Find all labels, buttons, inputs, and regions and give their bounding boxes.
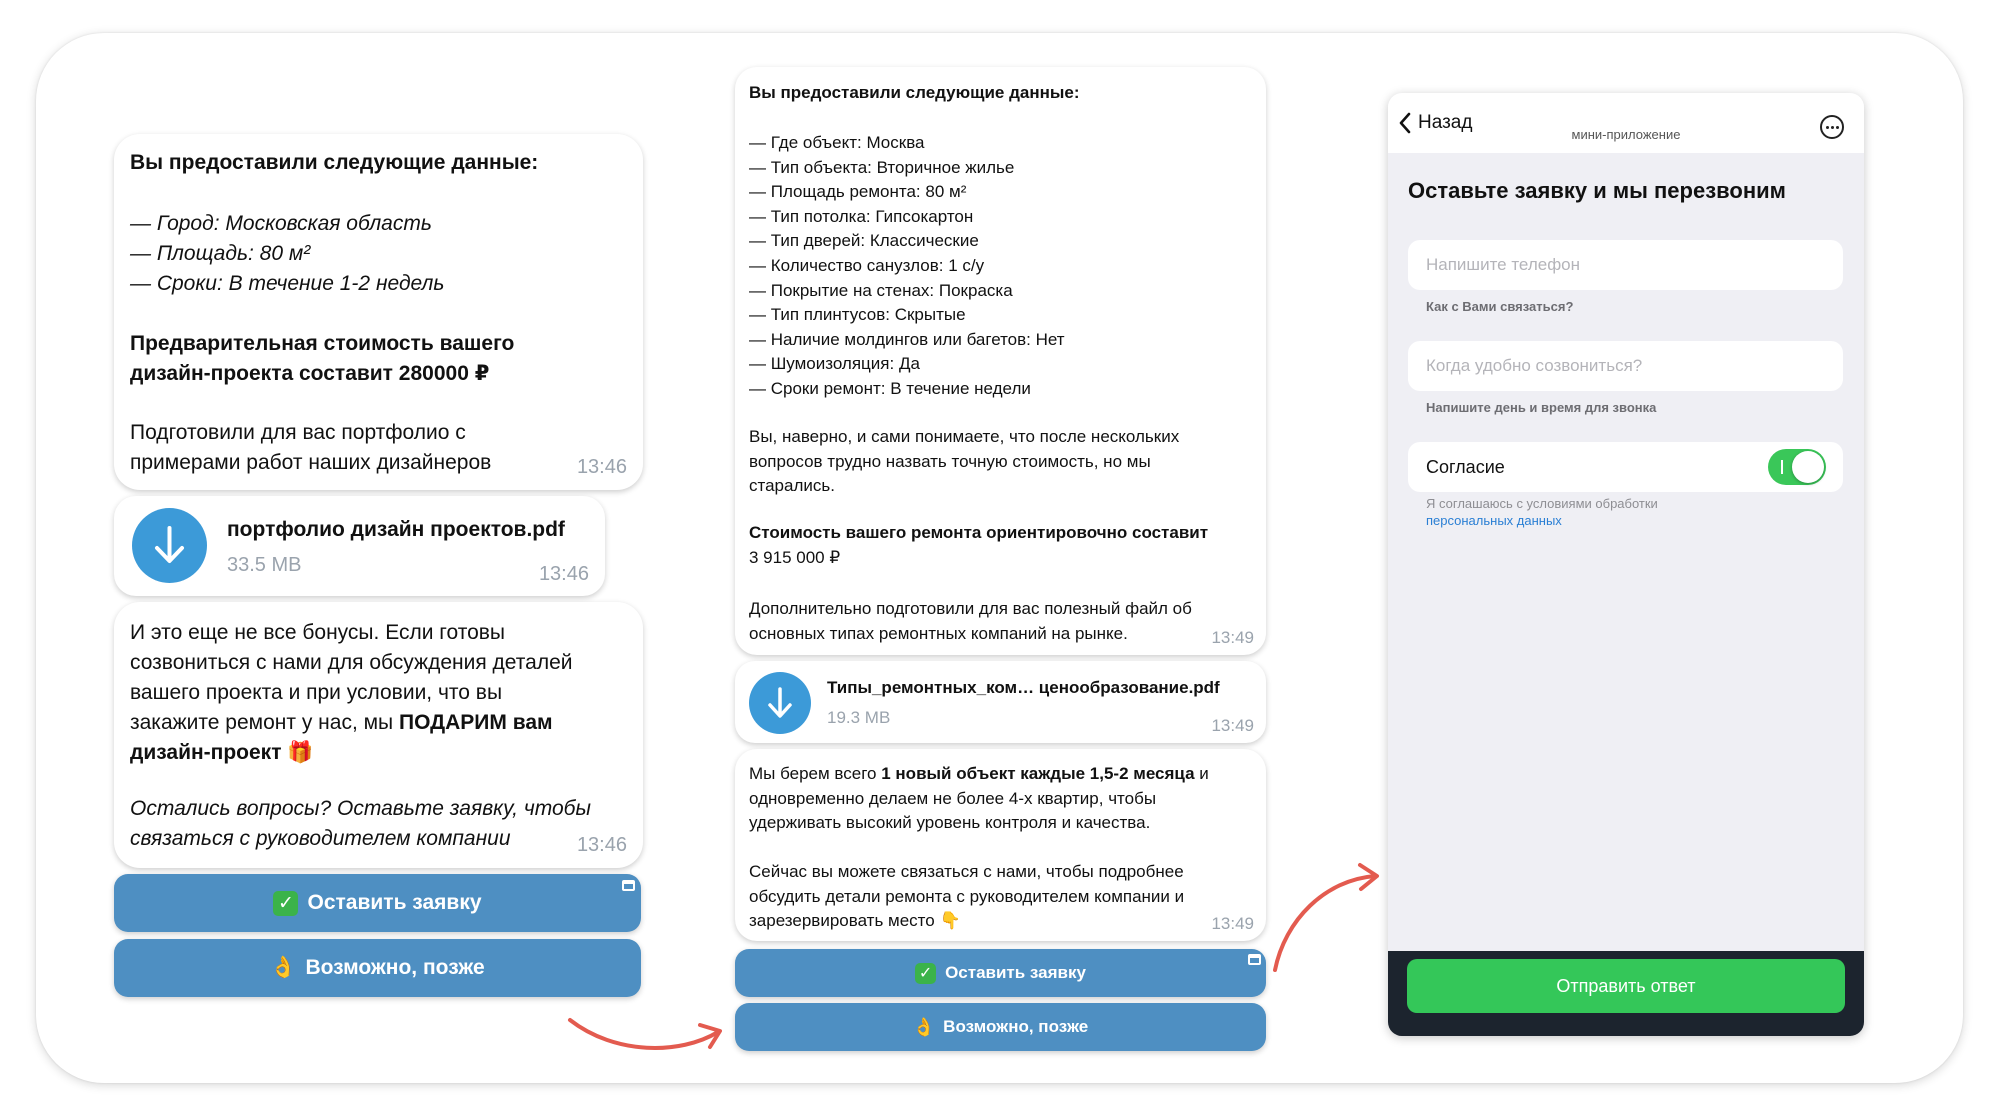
offer-text-bold: 1 новый объект каждые 1,5-2 месяца [881, 764, 1195, 783]
phone-input[interactable]: Напишите телефон [1408, 240, 1843, 290]
message-cost: Стоимость вашего ремонта ориентировочно составит [749, 523, 1209, 542]
download-icon[interactable] [132, 508, 207, 583]
maybe-later-button[interactable] [735, 1003, 1266, 1051]
message-paragraph: Вы, наверно, и сами понимаете, что после нескольких вопросов трудно назвать точную стоимость, но мы старались. [749, 427, 1180, 496]
message-question: Остались вопросы? Оставьте заявку, чтобы связаться с руководителем компании [130, 797, 591, 850]
more-menu-icon[interactable] [1820, 115, 1844, 139]
file-time: 13:46 [538, 563, 589, 585]
file-message-companies[interactable] [735, 661, 1266, 743]
call-time-input[interactable]: Когда удобно созвониться? [1408, 341, 1843, 391]
maybe-later-label: Возможно, позже [305, 956, 485, 979]
submit-button[interactable]: Отправить ответ [1407, 959, 1845, 1013]
offer-text-plain: Мы берем всего [749, 764, 882, 783]
message-time: 13:49 [1211, 628, 1254, 647]
back-label: Назад [1418, 112, 1473, 133]
message-bubble-bonus [114, 602, 643, 868]
offer-text-end: и одновременно делаем не более 4-х квартир, чтобы удерживать высокий уровень контроля и качества. [749, 764, 1209, 833]
consent-toggle[interactable] [1768, 449, 1826, 485]
file-size: 33.5 MB [227, 554, 302, 576]
message-details-list: — Город: Московская область — Площадь: 80 м² — Сроки: В течение 1-2 недель [130, 212, 445, 295]
message-outro: Подготовили для вас портфолио с примерами работ наших дизайнеров [130, 421, 492, 474]
flow-arrow-2 [1265, 860, 1395, 980]
message-time: 13:46 [576, 834, 627, 856]
point-down-icon: 👇 [939, 911, 961, 931]
consent-label: Согласие [1426, 456, 1505, 477]
file-name: портфолио дизайн проектов.pdf [227, 518, 565, 541]
webapp-icon [1248, 954, 1261, 965]
leave-request-button[interactable] [114, 874, 641, 932]
mini-app-subtitle: мини-приложение [1571, 127, 1681, 142]
flow-arrow-1 [560, 1000, 730, 1070]
message-time: 13:49 [1211, 914, 1254, 933]
phone-help: Как с Вами связаться? [1426, 299, 1574, 314]
leave-request-button[interactable] [735, 949, 1266, 997]
message-price: Предварительная стоимость вашего дизайн-проекта составит 280000 ₽ [130, 332, 515, 385]
file-size: 19.3 MB [827, 708, 891, 727]
ok-hand-icon: 👌 [912, 1016, 936, 1037]
leave-request-label: Оставить заявку [307, 891, 482, 914]
consent-note: Я соглашаюсь с условиями обработки [1426, 496, 1658, 511]
maybe-later-label: Возможно, позже [943, 1017, 1089, 1036]
leave-request-label: Оставить заявку [945, 963, 1086, 982]
message-cost-value: 3 915 000 ₽ [749, 548, 841, 567]
ok-hand-icon: 👌 [270, 956, 297, 979]
call-time-help: Напишите день и время для звонка [1426, 400, 1657, 415]
message-heading: Вы предоставили следующие данные: [749, 83, 1080, 102]
check-icon: ✓ [915, 963, 936, 984]
form-title: Оставьте заявку и мы перезвоним [1408, 178, 1786, 203]
message-time: 13:46 [576, 456, 627, 478]
bonus-text-plain: И это еще не все бонусы. Если готовы созвониться с нами для обсуждения деталей вашего проекта и при условии, что вы закажите ремонт у нас, мы [130, 621, 573, 734]
message-details-list: — Где объект: Москва — Тип объекта: Вторичное жилье — Площадь ремонта: 80 м² — Тип потолка: Гипсокартон — Тип дверей: Классические — Количество санузлов: 1 с/у — Покрытие на стенах: Покраска — Тип плинтусов: Скрытые — Наличие молдингов или багетов: Нет — Шумоизоляция: Да — Сроки ремонт: В течение недели [749, 133, 1065, 398]
message-heading: Вы предоставили следующие данные: [130, 151, 539, 174]
message-bubble-offer [735, 749, 1266, 941]
file-name: Типы_ремонтных_ком… ценообразование.pdf [827, 678, 1220, 697]
bonus-text-bold: ПОДАРИМ вам дизайн-проект [130, 711, 553, 764]
message-bubble-summary [114, 134, 643, 490]
personal-data-link[interactable]: персональных данных [1426, 513, 1562, 528]
message-extra: Дополнительно подготовили для вас полезный файл об основных типах ремонтных компаний на рынке. [749, 599, 1192, 643]
message-bonus-text [130, 618, 640, 768]
gift-icon: 🎁 [287, 741, 314, 764]
maybe-later-button[interactable] [114, 939, 641, 997]
file-time: 13:49 [1211, 716, 1254, 735]
download-icon[interactable] [749, 672, 811, 734]
message-offer-text [749, 762, 1264, 836]
webapp-icon [622, 880, 635, 891]
file-message-portfolio[interactable] [114, 496, 605, 596]
mini-app-screen [1388, 93, 1864, 1036]
check-icon: ✓ [273, 891, 298, 916]
message-contact-text [749, 860, 1264, 934]
contact-text-plain: Сейчас вы можете связаться с нами, чтобы подробнее обсудить детали ремонта с руководителем компании и зарезервировать место [749, 862, 1185, 931]
message-bubble-summary-detailed [735, 67, 1266, 655]
